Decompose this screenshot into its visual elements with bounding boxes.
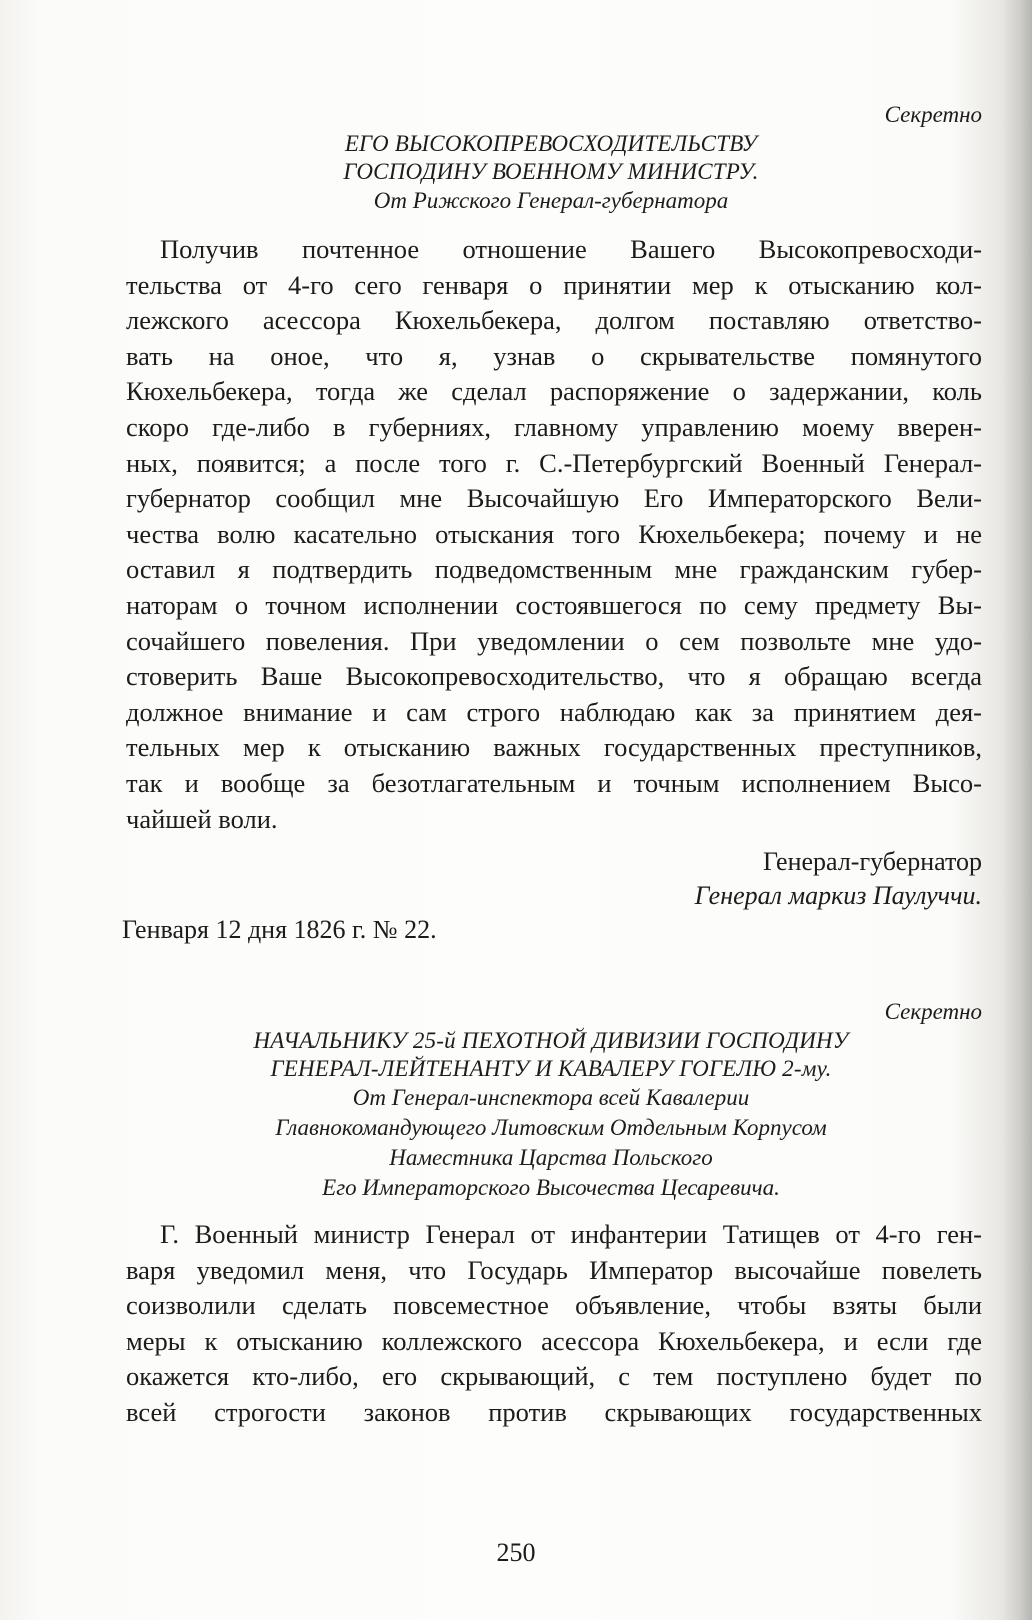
- doc1-body-line: лежского асессора Кюхельбекера, долгом поставляю ответство-: [126, 305, 982, 336]
- doc2-body-line: всей строгости законов против скрывающих государственных: [126, 1397, 982, 1428]
- doc1-body-line: скоро где-либо в губерниях, главному управлению моему вверен-: [126, 411, 982, 442]
- doc2-body: [120, 1217, 982, 1431]
- doc1-body-line: губернатор сообщил мне Высочайшую Его Императорского Вели-: [126, 483, 982, 514]
- doc2-body-line: меры к отысканию коллежского асессора Кюхельбекера, и если где: [126, 1325, 982, 1356]
- doc2-from-line-1: От Генерал-инспектора всей Кавалерии: [352, 1085, 750, 1111]
- doc1-body: [120, 232, 982, 837]
- doc1-body-line: вать на оное, что я, узнав о скрывательстве помянутого: [126, 340, 982, 371]
- doc1-body-line: наторам о точном исполнении состоявшегося по сему предмету Вы-: [126, 589, 982, 620]
- doc1-body-line: Кюхельбекера, тогда же сделал распоряжение о задержании, коль: [126, 376, 982, 407]
- doc1-heading-line-1: ЕГО ВЫСОКОПРЕВОСХОДИТЕЛЬСТВУ: [344, 131, 758, 156]
- doc1-body-line: стоверить Ваше Высокопревосходительство, что я обращаю всегда: [126, 661, 982, 692]
- doc1-body-line: так и вообще за безотлагательным и точным исполнением Высо-: [126, 767, 982, 798]
- doc1-body-line: Получив почтенное отношение Вашего Высокопревосходи-: [160, 234, 982, 264]
- doc1-body-line: чайшей воли.: [126, 803, 278, 834]
- doc2-from-line-2: Главнокомандующего Литовским Отдельным Корпусом: [275, 1115, 827, 1141]
- doc1-heading-line-2: ГОСПОДИНУ ВОЕННОМУ МИНИСТРУ.: [343, 159, 759, 184]
- doc1-body-line: тельных мер к отысканию важных государственных преступников,: [126, 732, 982, 763]
- doc1-signature-title: Генерал-губернатор: [763, 847, 982, 877]
- doc1-from-line: От Рижского Генерал-губернатора: [373, 188, 729, 213]
- doc1-body-line: сочайшего повеления. При уведомлении о сем позвольте мне удо-: [126, 625, 982, 656]
- doc2-body-line: соизволили сделать повсеместное объявление, чтобы взяты были: [126, 1290, 982, 1321]
- doc2-body-line: варя уведомил меня, что Государь Император высочайше повелеть: [126, 1254, 982, 1285]
- page-number: 250: [496, 1538, 536, 1567]
- doc1-body-line: должное внимание и сам строго наблюдаю как за принятием дея-: [126, 696, 982, 727]
- page-content: [120, 100, 982, 1431]
- doc2-from-line-3: Наместника Царства Польского: [389, 1145, 713, 1171]
- doc2-heading-line-1: НАЧАЛЬНИКУ 25-й ПЕХОТНОЙ ДИВИЗИИ ГОСПОДИНУ: [253, 1028, 849, 1054]
- doc2-heading-line-2: ГЕНЕРАЛ-ЛЕЙТЕНАНТУ И КАВАЛЕРУ ГОГЕЛЮ 2-му.: [270, 1056, 832, 1082]
- doc1-date-line: Генваря 12 дня 1826 г. № 22.: [122, 915, 437, 945]
- doc2-body-line: окажется кто-либо, его скрывающий, с тем поступлено будет по: [126, 1361, 982, 1392]
- doc2-body-line: Г. Военный министр Генерал от инфантерии Татищев от 4-го ген-: [160, 1219, 982, 1250]
- doc1-signature-name: Генерал маркиз Паулуччи.: [694, 881, 982, 911]
- doc1-secret-label: Секретно: [884, 102, 982, 127]
- doc1-body-line: ных, появится; а после того г. С.-Петербургский Военный Генерал-: [126, 447, 982, 478]
- doc1-body-line: чества волю касательно отыскания того Кюхельбекера; почему и не: [126, 518, 982, 549]
- doc2-from-line-4: Его Императорского Высочества Цесаревича.: [322, 1175, 780, 1201]
- page-edge-shadow: [1002, 0, 1032, 1620]
- doc1-body-line: оставил я подтвердить подведомственным мне гражданским губер-: [126, 554, 982, 585]
- doc2-secret-label: Секретно: [884, 999, 982, 1025]
- doc1-body-line: тельства от 4-го сего генваря о принятии мер к отысканию кол-: [126, 269, 982, 300]
